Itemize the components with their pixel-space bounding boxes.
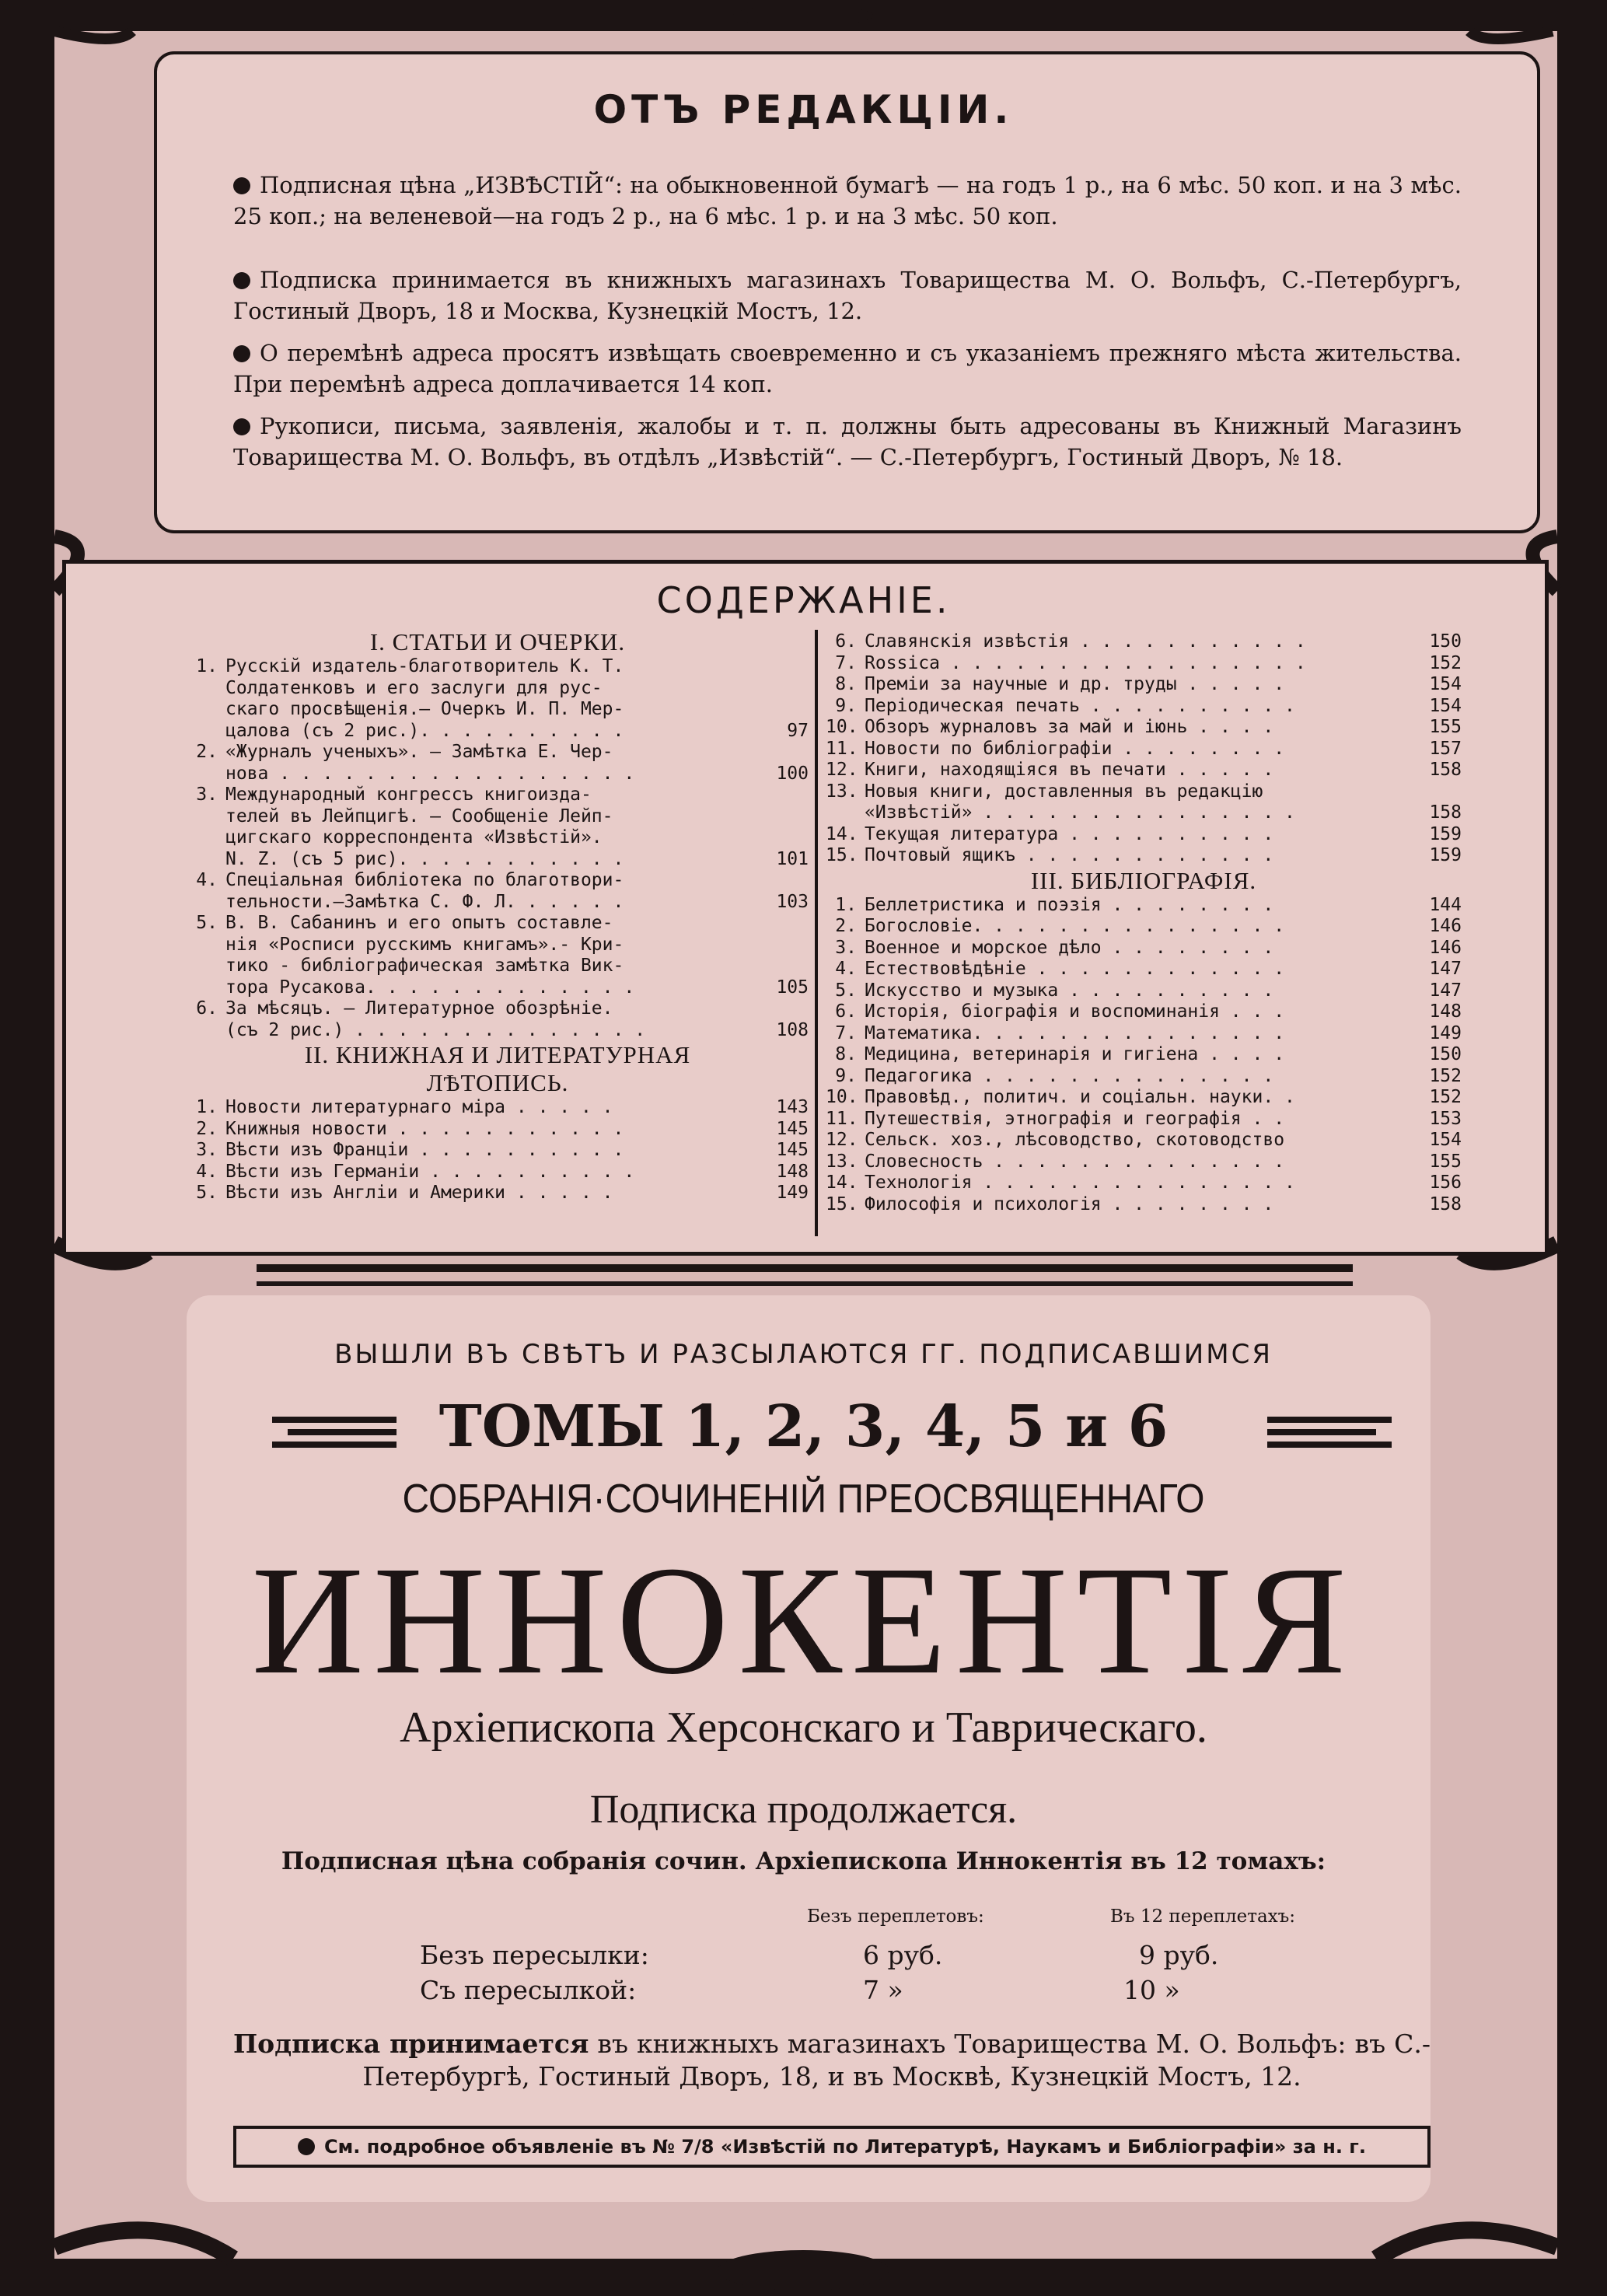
toc-entry-number: 2. [196,1118,218,1139]
toc-section-heading: ЛѢТОПИСЬ. [426,1069,569,1096]
toc-entry-number: 10. [826,1087,858,1107]
price-column-header-1: Безъ переплетовъ: [807,1906,984,1927]
toc-entry-title: N. Z. (съ 5 рис). . . . . . . . . . . [225,848,624,869]
toc-entry-title: Спеціальная библіотека по благотвори- [225,870,624,890]
toc-entry-title: Искусство и музыка . . . . . . . . . . [865,980,1274,1001]
toc-entry [187,1140,809,1162]
toc-entry-title: Беллетристика и поэзія . . . . . . . . [865,894,1274,915]
toc-entry [187,721,809,743]
toc-entry-title: Словесность . . . . . . . . . . . . . . [865,1151,1285,1172]
toc-entry-number: 5. [196,913,218,933]
toc-entry-page: 100 [776,763,809,784]
toc-entry-number [187,956,218,977]
toc-entry-page: 148 [1429,1001,1462,1022]
toc-entry [187,935,809,956]
bullet-icon [233,272,250,289]
toc-entry [187,892,809,914]
toc-entry-number: 13. [826,781,858,802]
price-value: 9 руб. [1139,1940,1219,1970]
toc-entry-number: 9. [835,1065,857,1086]
toc-entry-page: 159 [1429,845,1462,865]
toc-entry [187,870,809,892]
toc-entry-page [1417,781,1462,803]
toc-entry-title: Rossica . . . . . . . . . . . . . . . . . [865,652,1306,673]
toc-entry-title: «Извѣстій» . . . . . . . . . . . . . . . [865,802,1295,823]
toc-entry-number [187,699,218,721]
toc-entry [826,1194,1462,1216]
toc-entry-number: 6. [196,998,218,1019]
toc-entry-page: 149 [1429,1022,1462,1043]
toc-entry-page: 158 [1429,760,1462,780]
toc-entry [187,956,809,977]
toc-entry-page: 145 [776,1140,809,1160]
toc-entry [187,764,809,785]
toc-entry [826,1151,1462,1173]
price-value: 7 » [863,1975,903,2005]
toc-entry [826,959,1462,980]
toc-entry [826,674,1462,696]
toc-entry-page: 97 [787,720,809,741]
price-row-label: Съ пересылкой: [420,1975,637,2005]
bullet-icon [233,177,250,194]
toc-entry-number: 1. [196,1097,218,1117]
toc-entry [187,699,809,721]
toc-entry-number: 1. [835,894,857,915]
toc-entry [826,739,1462,760]
toc-entry-number: 3. [196,785,218,805]
editorial-paragraph-1: Подписная цѣна „ИЗВѢСТІЙ“: на обыкновенной бумагѣ — на годъ 1 р., на 6 мѣс. 50 коп. и на 3 мѣс. 25 коп.; на веленевой—на годъ 2 р., на 6 мѣс. 1 р. и на 3 мѣс. 50 коп. [233,172,1462,229]
toc-entry-page: 152 [1429,652,1462,673]
advert-footer-bold: Подписка принимается [233,2029,589,2059]
toc-entry-page: 152 [1429,1087,1462,1107]
toc-entry [187,849,809,871]
toc-entry-title: цигскаго корреспондента «Извѣстій». [225,827,603,847]
toc-entry [826,1001,1462,1023]
toc-entry [826,916,1462,938]
toc-entry [187,1020,809,1042]
toc-entry [187,656,809,678]
advert-line1: ВЫШЛИ ВЪ СВѢТЪ И РАЗСЫЛАЮТСЯ ГГ. ПОДПИСАВШИМСЯ [334,1339,1273,1370]
toc-entry-page [763,913,809,935]
editorial-paragraph-4: Рукописи, письма, заявленія, жалобы и т. п. должны быть адресованы въ Книжный Магазинъ Товарищества М. О. Вольфъ, въ отдѣлъ „Извѣстій“. — С.-Петербургъ, Гостиный Дворъ, № 18. [233,413,1462,470]
toc-entry-number: 4. [835,959,857,979]
toc-entry-number: 13. [826,1151,858,1172]
toc-entry [187,998,809,1020]
toc-entry [826,1044,1462,1066]
toc-entry-title: Преміи за научные и др. труды . . . . . [865,674,1285,694]
toc-entry-page [763,742,809,764]
editorial-paragraph-3: О перемѣнѣ адреса просятъ извѣщать своевременно и съ указаніемъ прежняго мѣста жительства. При перемѣнѣ адреса доплачивается 14 коп. [233,340,1462,397]
toc-entry-page: 108 [776,1019,809,1040]
toc-entry-title: Богословіе. . . . . . . . . . . . . . . [865,916,1285,936]
toc-entry-page [763,806,809,828]
toc-entry-title: Военное и морское дѣло . . . . . . . . [865,937,1274,958]
toc-entry-page: 143 [776,1097,809,1117]
toc-entry [187,1162,809,1183]
toc-entry-number [187,764,218,785]
toc-entry-title: «Журналъ ученыхъ». — Замѣтка Е. Чер- [225,742,613,762]
toc-entry-title: Книжныя новости . . . . . . . . . . . [225,1118,624,1139]
toc-entry-number: 7. [835,1022,857,1043]
toc-entry-page: 147 [1429,980,1462,1001]
toc-entry-page: 105 [776,977,809,998]
toc-entry-page: 144 [1429,894,1462,915]
toc-entry-title: Солдатенковъ и его заслуги для рус- [225,677,603,698]
toc-entry [826,845,1462,867]
toc-entry-title: скаго просвѣщенія.— Очеркъ И. П. Мер- [225,699,624,719]
toc-entry-number: 15. [826,1193,858,1214]
toc-entry-page: 157 [1429,738,1462,759]
bullet-icon [233,418,250,435]
toc-entry-number: 11. [826,1108,858,1129]
toc-entry [187,1097,809,1119]
toc-entry [826,1172,1462,1194]
toc-entry-title: Текущая литература . . . . . . . . . . [865,823,1274,844]
toc-entry-page [763,678,809,700]
toc-entry-title: Новыя книги, доставленныя въ редакцію [865,781,1263,802]
toc-entry-title: Обзоръ журналовъ за май и іюнь . . . . [865,717,1274,737]
toc-entry [826,717,1462,739]
toc-entry-page: 154 [1429,674,1462,694]
toc-entry-number: 8. [835,1044,857,1064]
toc-entry-number: 14. [826,1172,858,1193]
toc-entry-title: Періодическая печать . . . . . . . . . . [865,695,1295,716]
toc-entry-page [763,785,809,806]
bullet-icon [233,345,250,362]
author-name: ИННОКЕНТІЯ [251,1535,1356,1707]
toc-entry-number: 4. [196,870,218,890]
toc-entry [826,631,1462,653]
toc-entry-number [187,827,218,849]
toc-entry-page: 147 [1429,959,1462,979]
toc-entry-number [187,977,218,999]
toc-entry-number: 3. [196,1140,218,1160]
divider-rule [257,1281,1353,1286]
toc-entry-number: 6. [835,631,857,652]
toc-entry-number: 5. [835,980,857,1001]
toc-entry [826,1130,1462,1151]
toc-entry [187,742,809,764]
toc-entry-page: 148 [776,1161,809,1182]
toc-entry-page: 149 [776,1183,809,1203]
toc-entry-title: Педагогика . . . . . . . . . . . . . . [865,1065,1274,1086]
toc-entry-page [763,935,809,956]
toc-entry-title: За мѣсяцъ. — Литературное обозрѣніе. [225,998,613,1019]
subscription-continues: Подписка продолжается. [589,1788,1018,1832]
toc-entry-number [187,721,218,743]
collection-heading: СОБРАНІЯ·СОЧИНЕНІЙ ПРЕОСВЯЩЕННАГО [402,1476,1205,1522]
price-column-header-2: Въ 12 переплетахъ: [1110,1906,1296,1927]
toc-entry-page [763,956,809,977]
toc-entry [826,760,1462,781]
toc-entry-number: 11. [826,738,858,759]
toc-entry-page [763,998,809,1020]
toc-entry-number [187,806,218,828]
toc-entry-number [187,849,218,871]
contents-title: СОДЕРЖАНІЕ. [656,579,951,621]
toc-entry-title: Естествовѣдѣніе . . . . . . . . . . . . [865,959,1285,979]
toc-entry-title: Русскій издатель-благотворитель К. Т. [225,656,624,676]
toc-entry-title: Новости по библіографіи . . . . . . . . [865,738,1285,759]
toc-list [187,656,809,1041]
toc-entry [826,938,1462,959]
editorial-title: ОТЪ РЕДАКЦІИ. [593,87,1014,132]
toc-entry-number: 7. [835,652,857,673]
toc-entry [826,895,1462,917]
toc-entry-title: Медицина, ветеринарія и гигіена . . . . [865,1044,1285,1064]
toc-entry-title: Путешествія, этнографія и географія . . [865,1108,1285,1129]
toc-section-heading: I. СТАТЬИ И ОЧЕРКИ. [369,628,626,655]
toc-entry-page [763,656,809,678]
toc-entry [187,913,809,935]
toc-list [826,895,1462,1216]
toc-entry-title: Философія и психологія . . . . . . . . [865,1193,1274,1214]
toc-entry-title: Славянскія извѣстія . . . . . . . . . . . [865,631,1306,652]
price-intro: Подписная цѣна собранія сочин. Архіепископа Иннокентія въ 12 томахъ: [281,1847,1326,1875]
contents-right-column [826,631,1462,1215]
toc-entry [187,977,809,999]
toc-entry [826,1023,1462,1045]
toc-entry-title: тельности.—Замѣтка С. Ф. Л. . . . . . [225,891,624,912]
toc-entry-number: 5. [196,1183,218,1203]
toc-entry-page: 158 [1429,802,1462,823]
toc-entry-page: 159 [1429,823,1462,844]
volumes-heading: ТОМЫ 1, 2, 3, 4, 5 и 6 [438,1393,1169,1460]
toc-entry-page: 158 [1429,1193,1462,1214]
toc-entry-number: 12. [826,1130,858,1150]
toc-entry-page: 155 [1429,1151,1462,1172]
toc-entry-number: 8. [835,674,857,694]
toc-entry-page: 150 [1429,631,1462,652]
bullet-icon [298,2138,315,2155]
toc-entry-number: 3. [835,937,857,958]
contents-column-divider [815,630,818,1236]
toc-entry-number [187,935,218,956]
toc-entry-title: Вѣсти изъ Германіи . . . . . . . . . . [225,1161,635,1182]
toc-entry-title: нова . . . . . . . . . . . . . . . . . [225,763,635,784]
toc-entry-page: 101 [776,848,809,869]
toc-entry-title: Правовѣд., политич. и соціальн. науки. . [865,1087,1295,1107]
price-value: 10 » [1123,1975,1180,2005]
advert-subscription-footer: Подписка принимается въ книжныхъ магазинахъ Товарищества М. О. Вольфъ: въ С.-Петербургѣ, Гостиный Дворъ, 18, и въ Москвѣ, Кузнецкій Мостъ, 12. [233,2029,1431,2092]
toc-entry-title: тора Русакова. . . . . . . . . . . . . [225,977,635,998]
toc-entry [187,1119,809,1141]
toc-entry-title: Вѣсти изъ Франціи . . . . . . . . . . [225,1140,624,1160]
toc-entry [826,980,1462,1002]
toc-entry-number [187,678,218,700]
toc-entry-number: 1. [196,656,218,676]
toc-entry-title: Математика. . . . . . . . . . . . . . . [865,1022,1285,1043]
toc-section-heading: II. КНИЖНАЯ И ЛИТЕРАТУРНАЯ [304,1041,691,1068]
toc-entry-page [763,870,809,892]
toc-entry-page [763,827,809,849]
toc-entry-number: 14. [826,823,858,844]
toc-entry-title: Международный конгрессъ книгоизда- [225,785,592,805]
toc-entry-page: 154 [1429,1130,1462,1150]
toc-entry-page [763,699,809,721]
toc-entry-page: 155 [1429,717,1462,737]
toc-entry-title: Вѣсти изъ Англіи и Америки . . . . . [225,1183,613,1203]
toc-entry [187,785,809,806]
toc-entry [826,1066,1462,1088]
toc-entry-number [826,802,857,824]
toc-entry [826,696,1462,718]
toc-entry-page: 150 [1429,1044,1462,1064]
toc-entry-number: 15. [826,845,858,865]
toc-entry-page: 146 [1429,916,1462,936]
toc-entry-number: 4. [196,1161,218,1182]
toc-entry-number: 12. [826,760,858,780]
author-subtitle: Архіепископа Херсонскаго и Таврическаго. [400,1704,1207,1752]
toc-entry-page: 145 [776,1118,809,1139]
toc-entry-page: 146 [1429,937,1462,958]
editorial-paragraph-2: Подписка принимается въ книжныхъ магазинахъ Товарищества М. О. Вольфъ, С.-Петербургъ, Гостиный Дворъ, 18 и Москва, Кузнецкій Мостъ, 12. [233,267,1462,324]
toc-entry-number [187,1020,218,1042]
toc-entry [187,806,809,828]
toc-list [187,1097,809,1204]
toc-entry-title: тико - библіографическая замѣтка Вик- [225,956,624,976]
toc-entry-title: нія «Росписи русскимъ книгамъ».- Кри- [225,934,624,955]
toc-entry-title: (съ 2 рис.) . . . . . . . . . . . . . . [225,1019,646,1040]
toc-list [826,631,1462,867]
toc-entry [187,678,809,700]
toc-entry-title: цалова (съ 2 рис.). . . . . . . . . . [225,720,624,741]
toc-entry-page: 153 [1429,1108,1462,1129]
toc-entry-title: Технологія . . . . . . . . . . . . . . . [865,1172,1295,1193]
toc-entry-page: 152 [1429,1065,1462,1086]
divider-rule [257,1264,1353,1272]
toc-entry [826,802,1462,824]
toc-entry-number: 9. [835,695,857,716]
toc-entry-number: 10. [826,717,858,737]
toc-entry-number: 2. [835,916,857,936]
toc-entry [826,1109,1462,1131]
toc-entry [826,1087,1462,1109]
price-row-label: Безъ пересылки: [420,1940,649,1970]
toc-entry-page: 156 [1429,1172,1462,1193]
advert-note-box: См. подробное объявленіе въ № 7/8 «Извѣстій по Литературѣ, Наукамъ и Библіографіи» за н. г. [233,2126,1431,2168]
toc-entry [826,824,1462,846]
toc-entry-page: 154 [1429,695,1462,716]
contents-left-column [187,628,809,1204]
toc-entry-title: Исторія, біографія и воспоминанія . . . [865,1001,1285,1022]
toc-entry-number [187,892,218,914]
toc-entry-title: телей въ Лейпцигѣ. — Сообщеніе Лейп- [225,806,613,826]
toc-entry-number: 2. [196,742,218,762]
price-value: 6 руб. [863,1940,943,1970]
toc-entry [187,1183,809,1204]
toc-entry [826,653,1462,675]
toc-entry-title: В. В. Сабанинъ и его опытъ составле- [225,913,613,933]
toc-entry-title: Новости литературнаго міра . . . . . [225,1097,613,1117]
toc-entry-title: Книги, находящіяся въ печати . . . . . [865,760,1274,780]
toc-entry-title: Почтовый ящикъ . . . . . . . . . . . . [865,845,1274,865]
toc-entry [187,827,809,849]
toc-entry-title: Сельск. хоз., лѣсоводство, скотоводство [865,1130,1285,1150]
toc-entry-number: 6. [835,1001,857,1022]
toc-section-heading: III. БИБЛІОГРАФІЯ. [1030,866,1257,894]
toc-entry [826,781,1462,803]
toc-entry-page: 103 [776,891,809,912]
